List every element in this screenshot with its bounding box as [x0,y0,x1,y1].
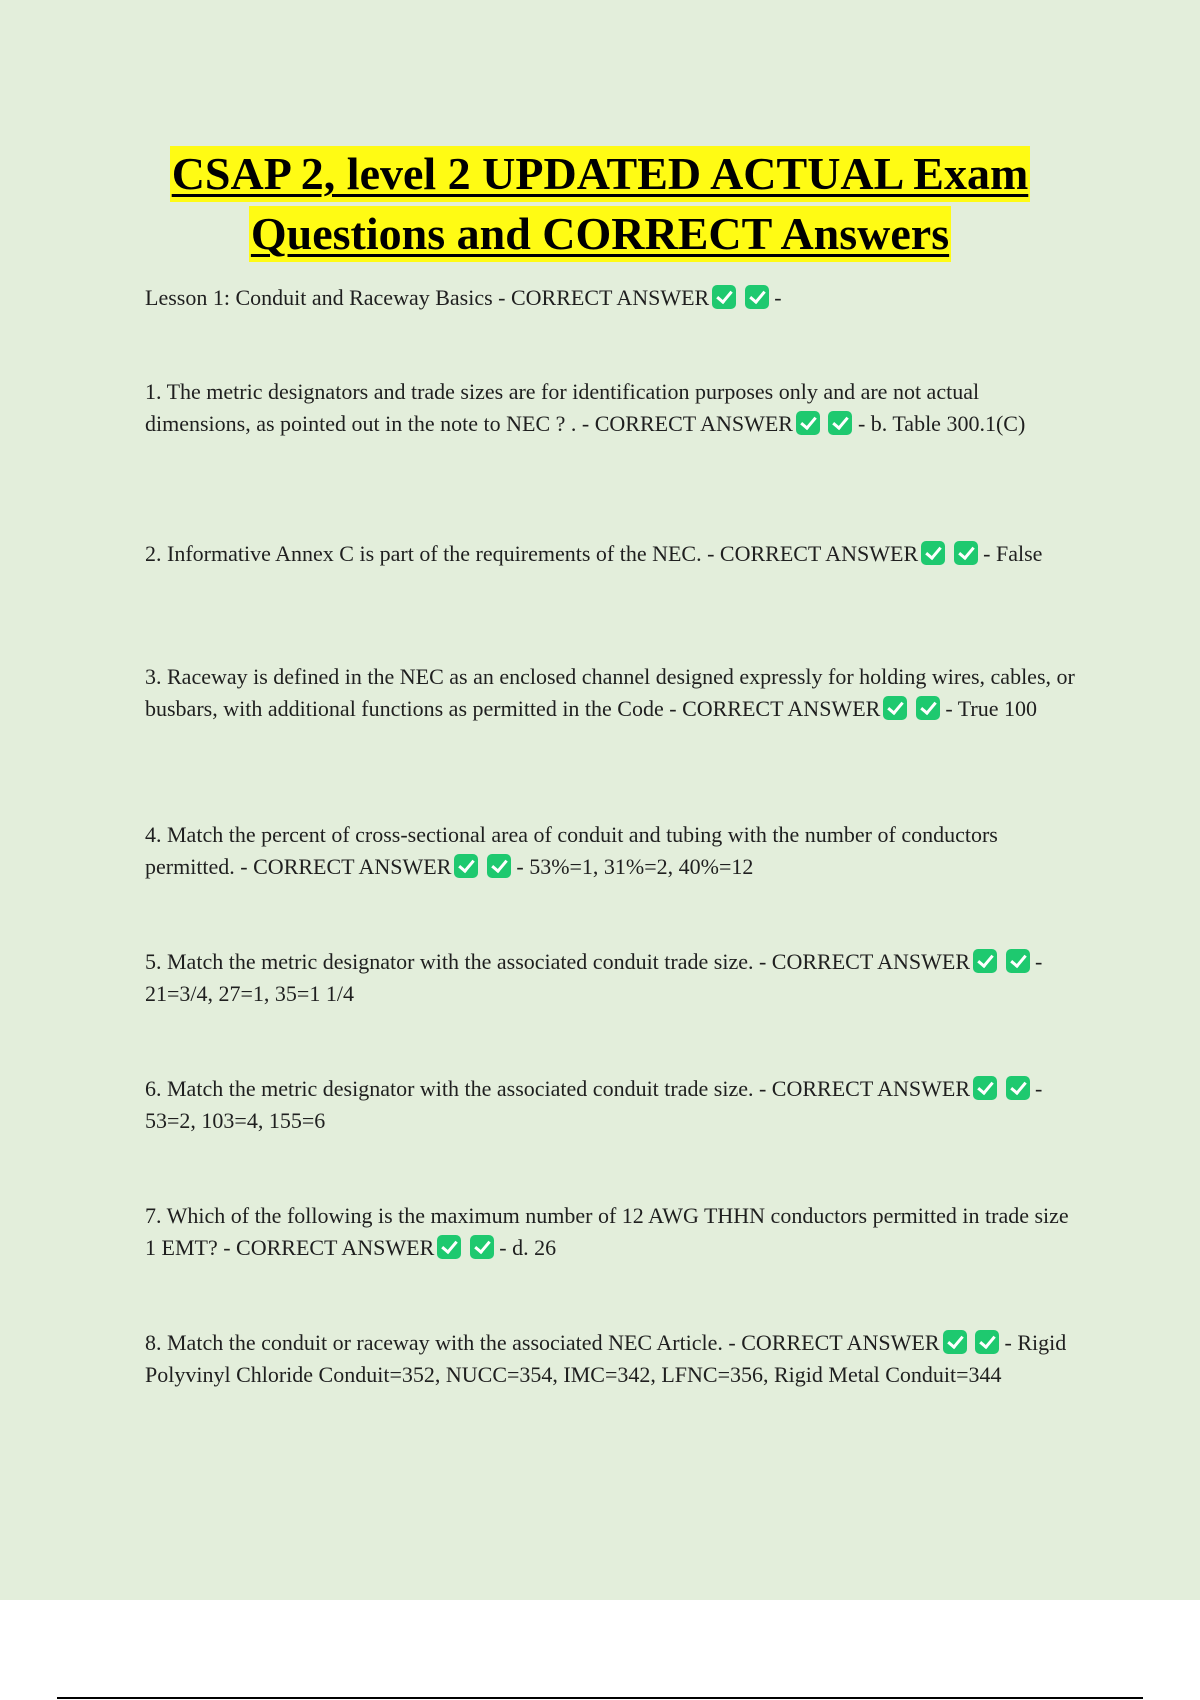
document-title [0,146,1200,266]
question-text: 8. Match the conduit or raceway with the associated NEC Article. - CORRECT ANSWER [145,1330,940,1355]
answer-text: - False [977,541,1043,566]
question-text: 7. Which of the following is the maximum number of 12 AWG THHN conductors permitted in trade size 1 EMT? - CORRECT ANSWER [145,1203,1069,1260]
check-mark-icon [745,285,769,309]
answer-text: - Rigid Polyvinyl Chloride Conduit=352, NUCC=354, IMC=342, LFNC=356, Rigid Metal Conduit=344 [145,1330,1067,1387]
question-text: 1. The metric designators and trade sizes are for identification purposes only and are not actual dimensions, as pointed out in the note to NEC ? . - CORRECT ANSWER [145,379,980,436]
check-mark-icon [883,696,907,720]
lesson-tail: - [768,285,782,310]
answer-text: - True 100 [939,696,1037,721]
check-mark-icon [1006,1076,1030,1100]
check-mark-icon [975,1330,999,1354]
check-mark-icon [921,541,945,565]
footer-divider [57,1697,1143,1699]
check-mark-icon [973,949,997,973]
check-mark-icon [916,696,940,720]
question-text: 4. Match the percent of cross-sectional area of conduit and tubing with the number of conductors permitted. - CORRECT ANSWER [145,822,998,879]
question-item-1 [145,376,1085,440]
check-mark-icon [828,411,852,435]
answer-text: - 53%=1, 31%=2, 40%=12 [510,854,754,879]
title-line-1: CSAP 2, level 2 UPDATED ACTUAL Exam [170,146,1031,202]
question-text: 2. Informative Annex C is part of the requirements of the NEC. - CORRECT ANSWER [145,541,919,566]
question-text: 6. Match the metric designator with the associated conduit trade size. - CORRECT ANSWER [145,1076,971,1101]
check-mark-icon [487,854,511,878]
check-mark-icon [712,285,736,309]
answer-text: - 21=3/4, 27=1, 35=1 1/4 [145,949,1043,1006]
question-item-7 [145,1200,1085,1264]
lesson-text: Lesson 1: Conduit and Raceway Basics - CORRECT ANSWER [145,285,710,310]
question-item-2 [145,538,1085,570]
question-item-8 [145,1327,1085,1391]
question-item-3 [145,661,1085,725]
check-mark-icon [954,541,978,565]
answer-text: - 53=2, 103=4, 155=6 [145,1076,1043,1133]
check-mark-icon [796,411,820,435]
question-item-4 [145,819,1085,883]
check-mark-icon [943,1330,967,1354]
question-item-5 [145,946,1085,1010]
lesson-heading [145,282,1085,314]
question-item-6 [145,1073,1085,1137]
question-text: 5. Match the metric designator with the associated conduit trade size. - CORRECT ANSWER [145,949,971,974]
check-mark-icon [437,1235,461,1259]
answer-text: - b. Table 300.1(C) [852,411,1026,436]
title-line-2: Questions and CORRECT Answers [249,206,951,262]
answer-text: - d. 26 [493,1235,557,1260]
check-mark-icon [973,1076,997,1100]
check-mark-icon [454,854,478,878]
check-mark-icon [1006,949,1030,973]
check-mark-icon [470,1235,494,1259]
question-text: 3. Raceway is defined in the NEC as an enclosed channel designed expressly for holding wires, cables, or busbars, with additional functions as permitted in the Code - CORRECT ANSWER [145,664,1075,721]
